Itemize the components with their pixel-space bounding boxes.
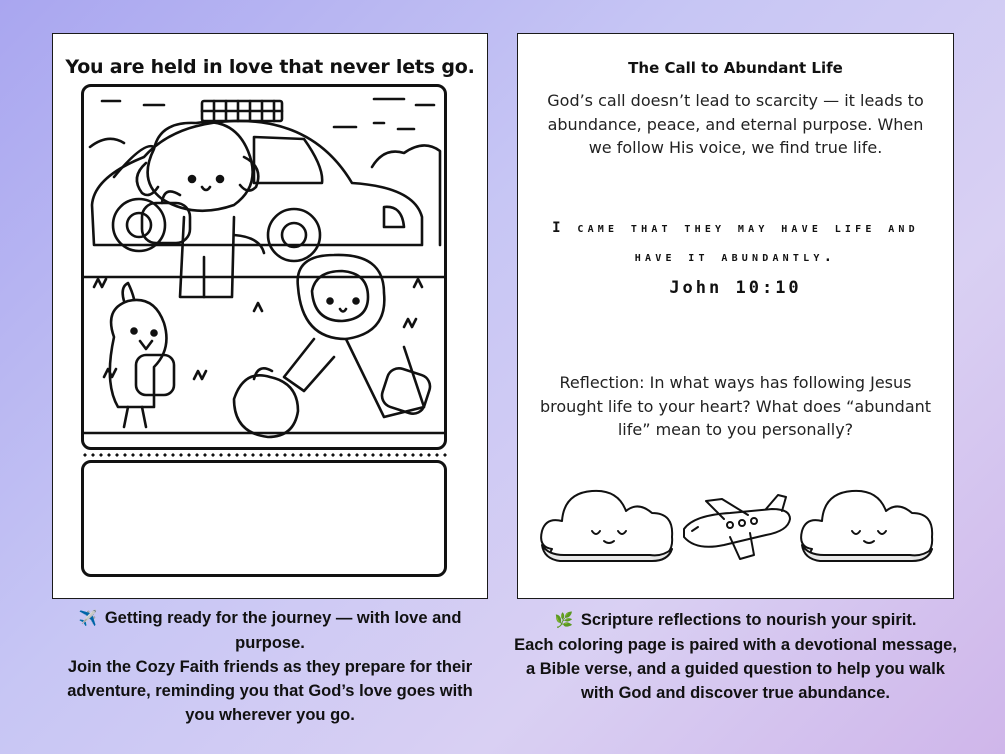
left-caption-body: Join the Cozy Faith friends as they prepare for their adventure, reminding you that God’s love goes with you wherever you go. [67, 658, 473, 724]
devotional-intro: God’s call doesn’t lead to scarcity — it leads to abundance, peace, and eternal purpose. When we follow His voice, we find true life. [547, 91, 924, 157]
right-caption-headline: Scripture reflections to nourish your spirit. [580, 611, 917, 629]
reflection-question: Reflection: In what ways has following Jesus brought life to your heart? What does “abundant life” mean to you personally? [539, 373, 932, 439]
chick-character [110, 283, 174, 427]
dotted-divider [81, 453, 447, 457]
devotional-page [517, 33, 954, 599]
left-caption-headline: Getting ready for the journey — with love and purpose. [104, 609, 462, 652]
right-caption-body: Each coloring page is paired with a devotional message, a Bible verse, and a guided question to help you walk with God and discover true abundance. [514, 636, 957, 702]
coloring-page-title: You are held in love that never lets go. [65, 56, 475, 78]
coloring-page [52, 33, 488, 599]
writing-box [81, 460, 447, 577]
cloud-right-icon [801, 491, 932, 561]
leaf-icon: 🌿 [554, 612, 574, 629]
devotional-title: The Call to Abundant Life [628, 59, 843, 77]
airplane-icon: ✈️ [78, 610, 98, 627]
airplane-icon [684, 495, 790, 559]
lamb-character [234, 255, 433, 437]
coloring-illustration [81, 84, 447, 450]
verse-reference: John 10:10 [669, 278, 802, 298]
right-caption [512, 608, 959, 705]
bible-verse: I came that they may have life and have it abundantly. [552, 220, 919, 265]
puppy-character [137, 122, 264, 297]
cloud-left-icon [541, 491, 672, 561]
left-caption [52, 606, 488, 727]
cloud-plane-doodles [534, 479, 938, 579]
